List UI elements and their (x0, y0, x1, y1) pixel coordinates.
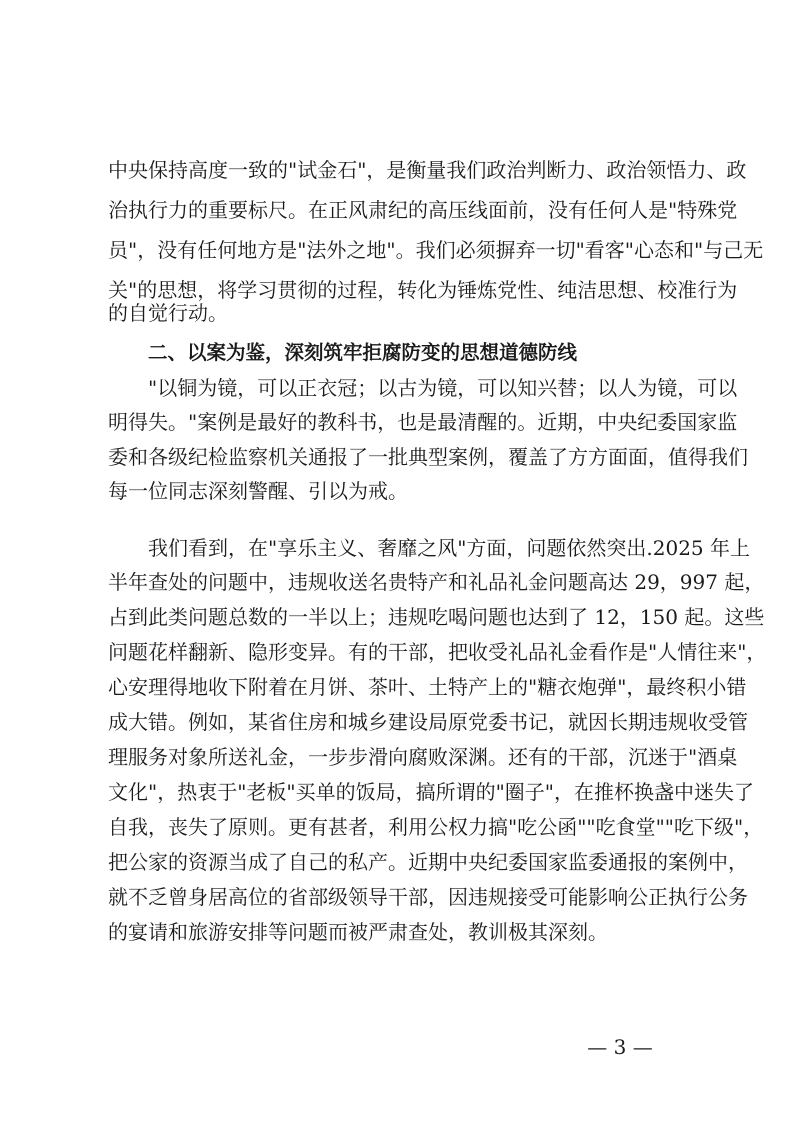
text-line: 治执行力的重要标尺。在正风肃纪的高压线面前，没有任何人是"特殊党 (108, 198, 738, 222)
text-line: 占到此类问题总数的一半以上；违规吃喝问题也达到了 12，150 起。这些 (108, 605, 765, 629)
text-line: 明得失。"案例是最好的教科书，也是最清醒的。近期，中央纪委国家监 (108, 410, 738, 434)
text-line: 把公家的资源当成了自己的私产。近期中央纪委国家监委通报的案例中， (108, 850, 748, 874)
text-line: 文化"，热衷于"老板"买单的饭局，搞所谓的"圈子"，在推杯换盏中迷失了 (108, 780, 754, 804)
text-line: "以铜为镜，可以正衣冠；以古为镜，可以知兴替；以人为镜，可以 (148, 376, 738, 400)
text-line: 每一位同志深刻警醒、引以为戒。 (108, 479, 408, 503)
page-number: — 3 — (587, 1035, 653, 1059)
text-line: 成大错。例如，某省住房和城乡建设局原党委书记，就因长期违规收受管 (108, 710, 748, 734)
text-line: 关"的思想，将学习贯彻的过程，转化为锤炼党性、纯洁思想、校准行为 (108, 278, 738, 302)
text-line: 理服务对象所送礼金，一步步滑向腐败深渊。还有的干部，沉迷于"酒桌 (108, 745, 738, 769)
text-line: 自我，丧失了原则。更有甚者，利用公权力搞"吃公函""吃食堂""吃下级"， (108, 815, 764, 839)
text-line: 问题花样翻新、隐形变异。有的干部，把收受礼品礼金看作是"人情往来"， (108, 640, 767, 664)
section-heading: 二、以案为鉴，深刻筑牢拒腐防变的思想道德防线 (148, 341, 578, 364)
text-line: 心安理得地收下附着在月饼、茶叶、土特产上的"糖衣炮弹"，最终积小错 (108, 675, 747, 699)
text-line: 中央保持高度一致的"试金石"，是衡量我们政治判断力、政治领悟力、政 (108, 158, 747, 182)
text-line: 就不乏曾身居高位的省部级领导干部，因违规接受可能影响公正执行公务 (108, 885, 748, 909)
text-line: 的自觉行动。 (108, 301, 228, 325)
text-line: 委和各级纪检监察机关通报了一批典型案例，覆盖了方方面面，值得我们 (108, 445, 748, 469)
text-line: 半年查处的问题中，违规收送名贵特产和礼品礼金问题高达 29，997 起， (108, 570, 765, 594)
text-line: 的宴请和旅游安排等问题而被严肃查处，教训极其深刻。 (108, 920, 608, 944)
text-line: 员"，没有任何地方是"法外之地"。我们必须摒弃一切"看客"心态和"与己无 (108, 238, 764, 262)
text-line: 我们看到，在"享乐主义、奢靡之风"方面，问题依然突出.2025 年上 (148, 536, 751, 560)
